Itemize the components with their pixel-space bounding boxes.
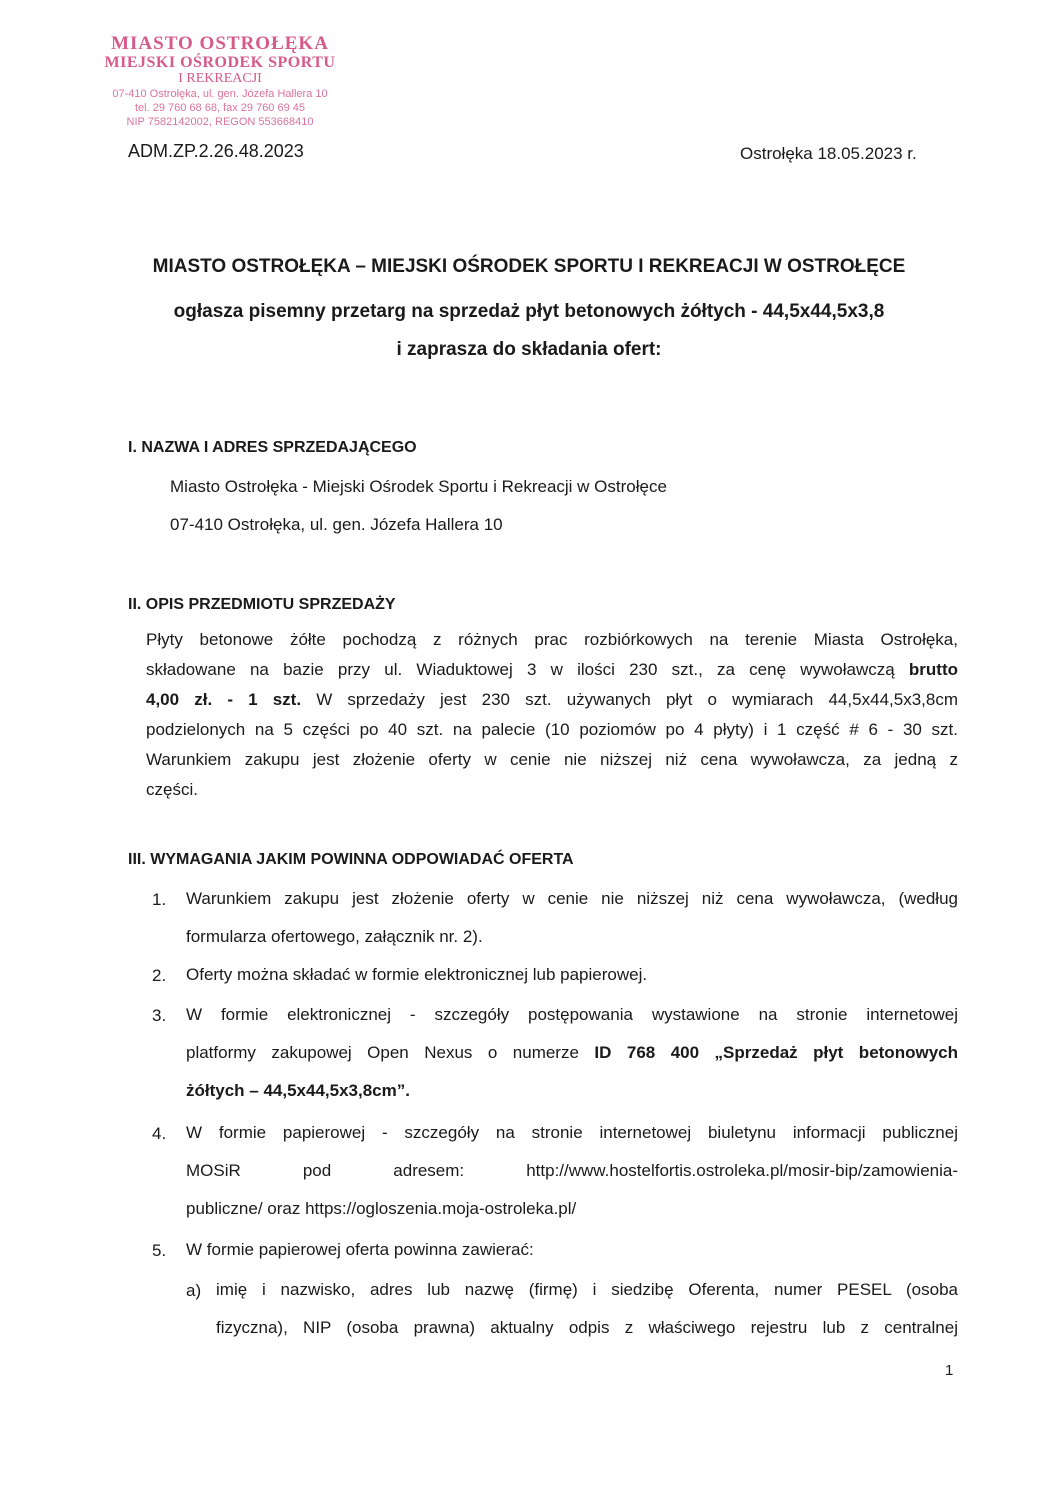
institution-stamp — [70, 34, 370, 128]
stamp-line-2: MIEJSKI OŚRODEK SPORTU — [104, 54, 336, 71]
stamp-line-4: 07-410 Ostrołęka, ul. gen. Józefa Hallera 10 — [112, 88, 328, 100]
stamp-line-6: NIP 7582142002, REGON 553668410 — [126, 116, 314, 128]
item-5: W formie papierowej oferta powinna zawierać: — [186, 1240, 534, 1259]
document-date: Ostrołęka 18.05.2023 r. — [740, 144, 917, 163]
item-3-number: 3. — [152, 1006, 167, 1025]
section-2-description — [146, 625, 958, 805]
description-line-3: 4,00 zł. - 1 szt. W sprzedaży jest 230 szt. używanych płyt o wymiarach 44,5x44,5x3,8cm — [146, 690, 958, 709]
seller-address: 07-410 Ostrołęka, ul. gen. Józefa Hallera 10 — [170, 515, 503, 534]
item-3: W formie elektronicznej - szczegóły postępowania wystawione na stronie internetowej platformy zakupowej Open Nexus o numerze ID 768 400 „Sprzedaż płyt betonowych żółtych – 44,5x44,5x3,8cm”. — [186, 1005, 958, 1100]
subtitle-line-1: ogłasza pisemny przetarg na sprzedaż płyt betonowych żółtych - 44,5x44,5x3,8 — [173, 301, 885, 322]
subtitle-line-2: i zaprasza do składania ofert: — [396, 339, 662, 360]
item-5-number: 5. — [152, 1241, 167, 1260]
description-line-1: Płyty betonowe żółte pochodzą z różnych prac rozbiórkowych na terenie Miasta Ostrołęka, — [146, 630, 958, 649]
item-a-letter: a) — [186, 1281, 202, 1300]
description-line-4: podzielonych na 5 części po 40 szt. na palecie (10 poziomów po 4 płyty) i 1 część # 6 - 30 szt. — [146, 720, 958, 739]
stamp-line-5: tel. 29 760 68 68, fax 29 760 69 45 — [134, 102, 306, 114]
seller-name: Miasto Ostrołęka - Miejski Ośrodek Sportu i Rekreacji w Ostrołęce — [170, 477, 667, 496]
stamp-line-1: MIASTO OSTROŁĘKA — [111, 33, 329, 54]
item-1-number: 1. — [152, 890, 167, 909]
section-3-heading: III. WYMAGANIA JAKIM POWINNA ODPOWIADAĆ OFERTA — [128, 851, 574, 868]
page-number: 1 — [945, 1362, 954, 1379]
stamp-line-3: I REKREACJI — [178, 71, 262, 86]
description-line-6: części. — [146, 780, 198, 799]
item-2-number: 2. — [152, 966, 167, 985]
reference-number: ADM.ZP.2.26.48.2023 — [128, 141, 304, 161]
description-line-5: Warunkiem zakupu jest złożenie oferty w cenie nie niższej niż cena wywoławcza, za jedną z — [146, 750, 958, 769]
main-title: MIASTO OSTROŁĘKA – MIEJSKI OŚRODEK SPORTU I REKREACJI W OSTROŁĘCE — [152, 256, 906, 277]
item-1: Warunkiem zakupu jest złożenie oferty w cenie nie niższej niż cena wywoławcza, (według formularza ofertowego, załącznik nr. 2). — [186, 889, 958, 946]
description-line-2: składowane na bazie przy ul. Wiaduktowej 3 w ilości 230 szt., za cenę wywoławczą brutto — [146, 660, 958, 679]
item-a: imię i nazwisko, adres lub nazwę (firmę) i siedzibę Oferenta, numer PESEL (osoba fizyczna), NIP (osoba prawna) aktualny odpis z właściwego rejestru lub z centralnej — [216, 1280, 958, 1337]
section-1-heading: I. NAZWA I ADRES SPRZEDAJĄCEGO — [128, 439, 417, 456]
item-4: W formie papierowej - szczegóły na stronie internetowej biuletynu informacji publicznej MOSiR pod adresem: http://www.hostelfortis.ostroleka.pl/mosir-bip/zamowienia- publiczne/ oraz https://ogloszenia.moja-ostroleka.pl/ — [186, 1123, 958, 1218]
item-2: Oferty można składać w formie elektronicznej lub papierowej. — [186, 965, 648, 984]
section-2-heading: II. OPIS PRZEDMIOTU SPRZEDAŻY — [128, 596, 396, 613]
item-4-number: 4. — [152, 1124, 167, 1143]
